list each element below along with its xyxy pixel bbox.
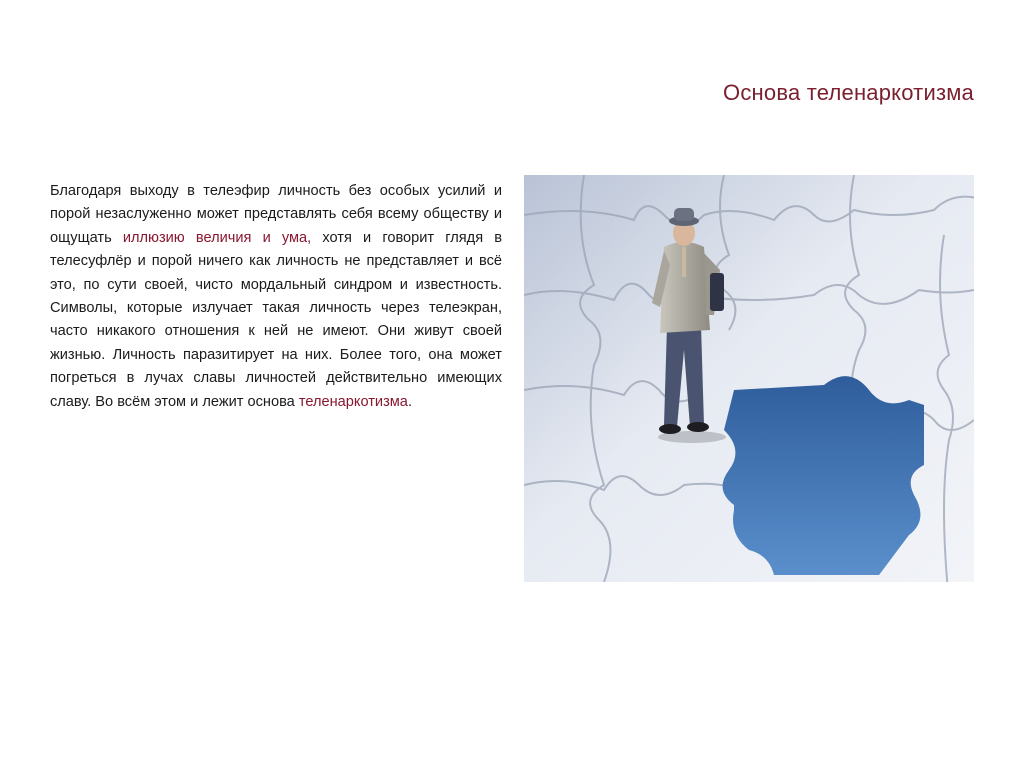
paragraph-text-1: Благодаря выходу в телеэфир личность без особых усилий и порой незаслуженно может представлять себя всему обществу и ощущать [50,183,502,246]
puzzle-figure-illustration [524,175,974,582]
highlight-telenarcotism: теленаркотизма [298,393,408,410]
paragraph-text-3: . [407,393,412,410]
highlight-illusion: иллюзию величия и ума, [122,229,312,246]
missing-piece-gap [723,376,924,575]
puzzle-scene [524,175,974,582]
paragraph-text-2: хотя и говорит глядя в телесуфлёр и порой ничего как личность не представляет и всё это, по сути своей, чисто мордальный синдром и известность. Символы, которые излучает такая личность через телеэкран, часто никакого отношения к ней не имеют. Они живут своей жизнью. Личность паразитирует на них. Более того, она может погреться в лучах славы личностей действительно имеющих славу. Во всём этом и лежит основа [50,229,503,410]
slide-title: Основа теленаркотизма [723,80,974,105]
body-paragraph [50,180,502,414]
